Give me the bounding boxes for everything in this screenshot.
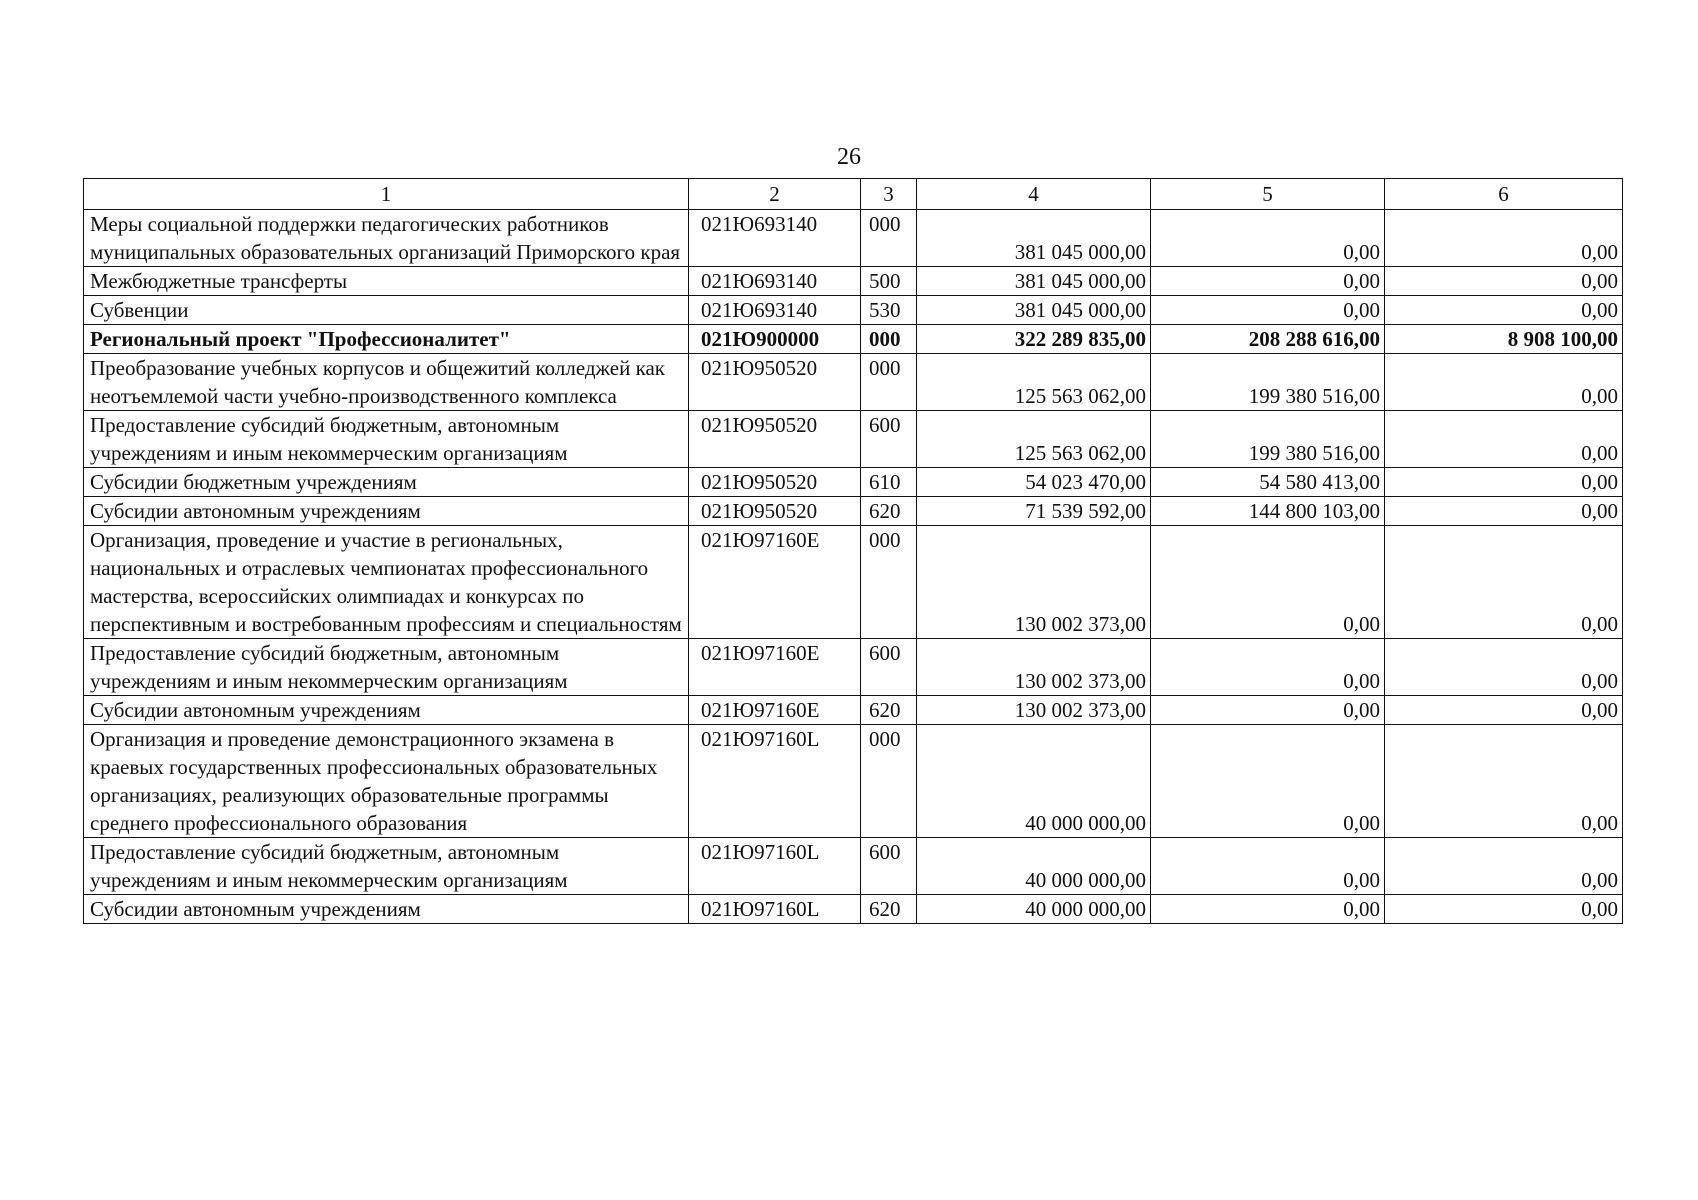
row-value-col6: 0,00 — [1385, 354, 1623, 411]
row-value-col6: 0,00 — [1385, 411, 1623, 468]
header-row — [84, 179, 1623, 210]
row-value-col6: 0,00 — [1385, 895, 1623, 924]
table-row — [84, 497, 1623, 526]
table-row — [84, 838, 1623, 895]
row-value-col6: 0,00 — [1385, 468, 1623, 497]
row-kind-cell: 600 — [861, 838, 917, 895]
table-row — [84, 325, 1623, 354]
row-value-col5: 208 288 616,00 — [1151, 325, 1385, 354]
row-kind-cell: 600 — [861, 639, 917, 696]
row-value-col4: 130 002 373,00 — [917, 696, 1151, 725]
row-kind-cell: 620 — [861, 895, 917, 924]
row-value-col4: 54 023 470,00 — [917, 468, 1151, 497]
row-code-cell: 021Ю950520 — [689, 354, 861, 411]
row-code-cell: 021Ю97160L — [689, 838, 861, 895]
row-name-cell: Предоставление субсидий бюджетным, автономным учреждениям и иным некоммерческим организациям — [84, 639, 689, 696]
row-name-cell: Преобразование учебных корпусов и общежитий колледжей как неотъемлемой части учебно-производственного комплекса — [84, 354, 689, 411]
row-value-col6: 0,00 — [1385, 838, 1623, 895]
table-row — [84, 639, 1623, 696]
row-kind-cell: 620 — [861, 696, 917, 725]
row-code-cell: 021Ю97160L — [689, 725, 861, 838]
row-code-cell: 021Ю97160Е — [689, 696, 861, 725]
row-value-col4: 381 045 000,00 — [917, 296, 1151, 325]
row-code-cell: 021Ю693140 — [689, 267, 861, 296]
row-kind-cell: 620 — [861, 497, 917, 526]
row-code-cell: 021Ю950520 — [689, 497, 861, 526]
row-value-col4: 125 563 062,00 — [917, 354, 1151, 411]
row-value-col4: 130 002 373,00 — [917, 639, 1151, 696]
row-value-col5: 144 800 103,00 — [1151, 497, 1385, 526]
row-value-col5: 0,00 — [1151, 526, 1385, 639]
row-kind-cell: 500 — [861, 267, 917, 296]
budget-table — [83, 178, 1623, 924]
row-code-cell: 021Ю693140 — [689, 210, 861, 267]
row-value-col5: 0,00 — [1151, 696, 1385, 725]
row-value-col4: 40 000 000,00 — [917, 838, 1151, 895]
table-row — [84, 354, 1623, 411]
row-value-col4: 40 000 000,00 — [917, 725, 1151, 838]
table-row — [84, 468, 1623, 497]
row-name-cell: Межбюджетные трансферты — [84, 267, 689, 296]
row-kind-cell: 610 — [861, 468, 917, 497]
table-row — [84, 267, 1623, 296]
row-name-cell: Субсидии автономным учреждениям — [84, 895, 689, 924]
row-name-cell: Организация и проведение демонстрационного экзамена в краевых государственных профессиональных образовательных организациях, реализующих образовательные программы среднего профессионального образования — [84, 725, 689, 838]
row-value-col6: 0,00 — [1385, 497, 1623, 526]
row-value-col6: 8 908 100,00 — [1385, 325, 1623, 354]
row-value-col6: 0,00 — [1385, 267, 1623, 296]
row-name-cell: Субсидии автономным учреждениям — [84, 696, 689, 725]
row-kind-cell: 000 — [861, 526, 917, 639]
column-header: 5 — [1151, 179, 1385, 210]
row-value-col5: 199 380 516,00 — [1151, 411, 1385, 468]
table-row — [84, 411, 1623, 468]
table-row — [84, 696, 1623, 725]
row-name-cell: Субсидии бюджетным учреждениям — [84, 468, 689, 497]
row-value-col4: 71 539 592,00 — [917, 497, 1151, 526]
row-value-col6: 0,00 — [1385, 696, 1623, 725]
table-row — [84, 895, 1623, 924]
row-value-col4: 40 000 000,00 — [917, 895, 1151, 924]
row-value-col4: 381 045 000,00 — [917, 210, 1151, 267]
row-name-cell: Организация, проведение и участие в региональных, национальных и отраслевых чемпионатах профессионального мастерства, всероссийских олимпиадах и конкурсах по перспективным и востребованным профессиям и специальностям — [84, 526, 689, 639]
column-header: 2 — [689, 179, 861, 210]
row-value-col5: 0,00 — [1151, 838, 1385, 895]
column-header: 3 — [861, 179, 917, 210]
row-kind-cell: 530 — [861, 296, 917, 325]
row-value-col6: 0,00 — [1385, 526, 1623, 639]
row-value-col5: 0,00 — [1151, 725, 1385, 838]
row-value-col5: 54 580 413,00 — [1151, 468, 1385, 497]
row-value-col5: 0,00 — [1151, 296, 1385, 325]
table-row — [84, 296, 1623, 325]
row-value-col5: 0,00 — [1151, 895, 1385, 924]
page-number: 26 — [837, 144, 861, 170]
row-value-col4: 322 289 835,00 — [917, 325, 1151, 354]
row-name-cell: Предоставление субсидий бюджетным, автономным учреждениям и иным некоммерческим организациям — [84, 838, 689, 895]
row-name-cell: Предоставление субсидий бюджетным, автономным учреждениям и иным некоммерческим организациям — [84, 411, 689, 468]
row-name-cell: Региональный проект "Профессионалитет" — [84, 325, 689, 354]
row-value-col6: 0,00 — [1385, 725, 1623, 838]
row-code-cell: 021Ю900000 — [689, 325, 861, 354]
column-header: 1 — [84, 179, 689, 210]
row-kind-cell: 000 — [861, 354, 917, 411]
row-name-cell: Субсидии автономным учреждениям — [84, 497, 689, 526]
row-code-cell: 021Ю693140 — [689, 296, 861, 325]
row-value-col5: 0,00 — [1151, 267, 1385, 296]
row-value-col6: 0,00 — [1385, 639, 1623, 696]
row-kind-cell: 000 — [861, 725, 917, 838]
row-kind-cell: 600 — [861, 411, 917, 468]
row-value-col5: 0,00 — [1151, 210, 1385, 267]
row-kind-cell: 000 — [861, 325, 917, 354]
row-name-cell: Субвенции — [84, 296, 689, 325]
row-kind-cell: 000 — [861, 210, 917, 267]
row-value-col4: 125 563 062,00 — [917, 411, 1151, 468]
column-header: 6 — [1385, 179, 1623, 210]
row-code-cell: 021Ю950520 — [689, 468, 861, 497]
table-row — [84, 725, 1623, 838]
row-value-col4: 130 002 373,00 — [917, 526, 1151, 639]
row-value-col5: 0,00 — [1151, 639, 1385, 696]
row-value-col5: 199 380 516,00 — [1151, 354, 1385, 411]
row-name-cell: Меры социальной поддержки педагогических работников муниципальных образовательных организаций Приморского края — [84, 210, 689, 267]
row-value-col6: 0,00 — [1385, 296, 1623, 325]
row-code-cell: 021Ю97160L — [689, 895, 861, 924]
row-code-cell: 021Ю950520 — [689, 411, 861, 468]
row-code-cell: 021Ю97160Е — [689, 639, 861, 696]
row-code-cell: 021Ю97160Е — [689, 526, 861, 639]
table-row — [84, 526, 1623, 639]
column-header: 4 — [917, 179, 1151, 210]
row-value-col6: 0,00 — [1385, 210, 1623, 267]
table-row — [84, 210, 1623, 267]
row-value-col4: 381 045 000,00 — [917, 267, 1151, 296]
